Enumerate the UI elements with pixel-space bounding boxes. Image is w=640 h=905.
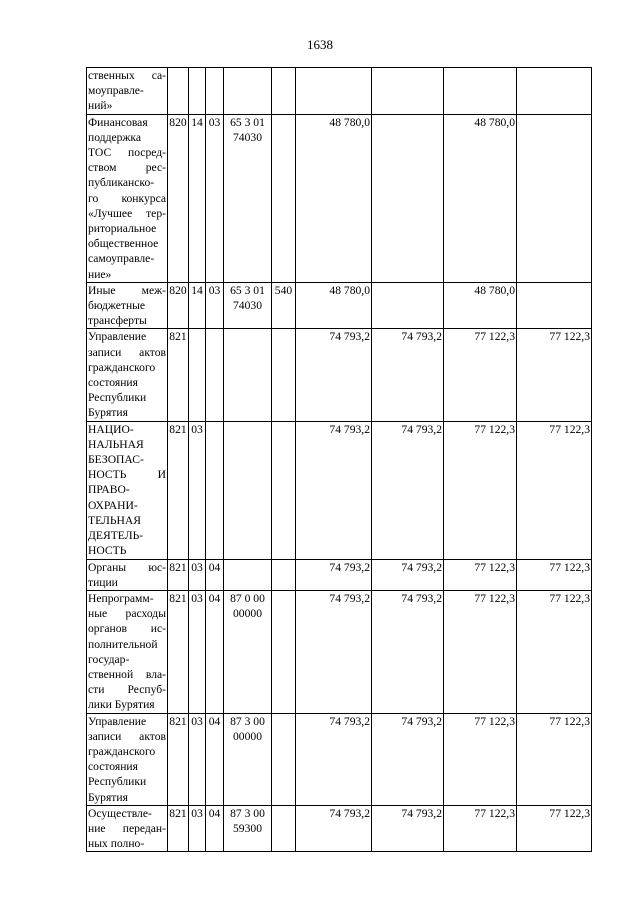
admin-code-cell: 820: [168, 114, 189, 282]
subsection-code-cell: [206, 421, 224, 559]
target-article-cell: [224, 68, 272, 115]
target-article-line: 00000: [233, 607, 262, 621]
row-name-line: сти Респуб-: [88, 683, 166, 697]
table-row: [87, 713, 592, 805]
row-name-line: НОСТЬ: [88, 544, 127, 558]
amount-cell-2: 74 793,2: [372, 421, 444, 559]
row-name-cell: [87, 421, 168, 559]
amount-cell-4: [517, 282, 592, 329]
row-name-line: Финансовая: [88, 115, 148, 129]
subsection-code-cell: 04: [206, 590, 224, 713]
amount-cell-2: 74 793,2: [372, 559, 444, 590]
amount-cell-4: 77 122,3: [517, 805, 592, 852]
subsection-code-cell: 04: [206, 713, 224, 805]
amount-cell-3: 77 122,3: [444, 805, 517, 852]
target-article-cell: [224, 421, 272, 559]
row-name-cell: [87, 590, 168, 713]
target-article-line: 00000: [233, 729, 262, 743]
row-name-line: ственных са-: [88, 69, 166, 82]
table-row: [87, 329, 592, 421]
row-name-line: трансферты: [88, 314, 147, 328]
amount-cell-4: [517, 114, 592, 282]
section-code-cell: 03: [189, 421, 206, 559]
row-name-line: ные расходы: [88, 607, 166, 621]
target-article-cell: [224, 805, 272, 852]
amount-cell-4: 77 122,3: [517, 329, 592, 421]
row-name-line: БЕЗОПАС-: [88, 453, 144, 467]
row-name-line: ТОС посред-: [88, 146, 166, 160]
admin-code-cell: 820: [168, 282, 189, 329]
amount-cell-1: 74 793,2: [296, 805, 372, 852]
admin-code-cell: [168, 68, 189, 115]
section-code-cell: 14: [189, 114, 206, 282]
row-name-cell: [87, 713, 168, 805]
expense-type-cell: [272, 805, 296, 852]
row-name-line: гражданского: [88, 360, 156, 374]
row-name-line: записи актов: [88, 729, 166, 743]
row-name-cell: [87, 329, 168, 421]
expense-type-cell: [272, 114, 296, 282]
subsection-code-cell: 03: [206, 282, 224, 329]
row-name-line: публиканско-: [88, 176, 155, 190]
amount-cell-4: 77 122,3: [517, 590, 592, 713]
target-article-line: 74030: [233, 130, 262, 144]
amount-cell-1: 74 793,2: [296, 329, 372, 421]
page-number: 1638: [307, 37, 333, 52]
amount-cell-2: [372, 68, 444, 115]
target-article-cell: [224, 590, 272, 713]
amount-cell-4: 77 122,3: [517, 713, 592, 805]
row-name-line: ТЕЛЬНАЯ: [88, 513, 142, 527]
target-article-cell: [224, 713, 272, 805]
amount-cell-2: [372, 114, 444, 282]
amount-cell-3: 77 122,3: [444, 559, 517, 590]
expense-type-cell: [272, 559, 296, 590]
amount-cell-1: 48 780,0: [296, 282, 372, 329]
row-name-line: ПРАВО-: [88, 483, 130, 497]
row-name-line: государ-: [88, 652, 130, 666]
row-name-line: Республики: [88, 775, 147, 789]
section-code-cell: [189, 329, 206, 421]
section-code-cell: 03: [189, 559, 206, 590]
row-name-line: ний»: [88, 99, 113, 113]
section-code-cell: 03: [189, 713, 206, 805]
admin-code-cell: 821: [168, 590, 189, 713]
amount-cell-4: [517, 68, 592, 115]
row-name-line: состояния: [88, 760, 138, 774]
amount-cell-2: [372, 282, 444, 329]
admin-code-cell: 821: [168, 329, 189, 421]
table-row: [87, 421, 592, 559]
expense-type-cell: [272, 329, 296, 421]
expense-type-cell: [272, 713, 296, 805]
subsection-code-cell: 04: [206, 805, 224, 852]
row-name-line: полнительной: [88, 637, 158, 651]
admin-code-cell: 821: [168, 805, 189, 852]
amount-cell-2: 74 793,2: [372, 329, 444, 421]
row-name-line: органов ис-: [88, 622, 166, 636]
budget-table: [86, 67, 592, 852]
row-name-line: ние передан-: [88, 821, 166, 835]
expense-type-cell: [272, 68, 296, 115]
subsection-code-cell: [206, 68, 224, 115]
row-name-line: поддержка: [88, 130, 142, 144]
row-name-line: го конкурса: [88, 191, 166, 205]
row-name-line: Органы юс-: [88, 560, 166, 574]
row-name-line: Непрограмм-: [88, 591, 154, 605]
row-name-cell: [87, 68, 168, 115]
row-name-line: моуправле-: [88, 84, 144, 98]
row-name-line: тиции: [88, 575, 118, 589]
amount-cell-1: 48 780,0: [296, 114, 372, 282]
target-article-cell: [224, 282, 272, 329]
target-article-line: 87 3 00: [230, 714, 265, 728]
amount-cell-1: 74 793,2: [296, 713, 372, 805]
amount-cell-2: 74 793,2: [372, 805, 444, 852]
amount-cell-3: 48 780,0: [444, 114, 517, 282]
row-name-line: НАЦИО-: [88, 422, 134, 436]
section-code-cell: 03: [189, 805, 206, 852]
amount-cell-3: 77 122,3: [444, 713, 517, 805]
amount-cell-1: 74 793,2: [296, 559, 372, 590]
row-name-line: НОСТЬ И: [88, 468, 166, 482]
amount-cell-3: 77 122,3: [444, 590, 517, 713]
row-name-line: Управление: [88, 330, 147, 344]
row-name-line: ДЕЯТЕЛЬ-: [88, 529, 144, 543]
target-article-line: 65 3 01: [230, 283, 265, 297]
amount-cell-1: 74 793,2: [296, 590, 372, 713]
expense-type-cell: 540: [272, 282, 296, 329]
amount-cell-1: [296, 68, 372, 115]
row-name-line: бюджетные: [88, 299, 146, 313]
target-article-line: 65 3 01: [230, 115, 265, 129]
target-article-line: 59300: [233, 821, 262, 835]
target-article-cell: [224, 559, 272, 590]
row-name-line: Управление: [88, 714, 147, 728]
row-name-line: гражданского: [88, 744, 156, 758]
target-article-line: 87 0 00: [230, 591, 265, 605]
expense-type-cell: [272, 421, 296, 559]
section-code-cell: 03: [189, 590, 206, 713]
row-name-line: Иные меж-: [88, 283, 166, 297]
table-row: [87, 114, 592, 282]
row-name-line: ОХРАНИ-: [88, 498, 138, 512]
amount-cell-4: 77 122,3: [517, 559, 592, 590]
row-name-line: записи актов: [88, 345, 166, 359]
amount-cell-2: 74 793,2: [372, 590, 444, 713]
row-name-line: состояния: [88, 376, 138, 390]
row-name-line: «Лучшее тер-: [88, 206, 166, 220]
row-name-line: ние»: [88, 267, 112, 281]
row-name-line: самоуправле-: [88, 252, 155, 266]
table-row: [87, 559, 592, 590]
table-body: [87, 68, 592, 852]
admin-code-cell: 821: [168, 713, 189, 805]
row-name-line: риториальное: [88, 222, 157, 236]
row-name-line: ством рес-: [88, 161, 166, 175]
section-code-cell: [189, 68, 206, 115]
amount-cell-4: 77 122,3: [517, 421, 592, 559]
subsection-code-cell: [206, 329, 224, 421]
amount-cell-3: 77 122,3: [444, 329, 517, 421]
row-name-cell: [87, 282, 168, 329]
row-name-line: Бурятия: [88, 790, 128, 804]
amount-cell-1: 74 793,2: [296, 421, 372, 559]
table-row: [87, 805, 592, 852]
target-article-cell: [224, 329, 272, 421]
row-name-line: Республики: [88, 391, 147, 405]
row-name-line: Бурятия: [88, 406, 128, 420]
amount-cell-3: 77 122,3: [444, 421, 517, 559]
amount-cell-3: [444, 68, 517, 115]
subsection-code-cell: 04: [206, 559, 224, 590]
admin-code-cell: 821: [168, 421, 189, 559]
expense-type-cell: [272, 590, 296, 713]
admin-code-cell: 821: [168, 559, 189, 590]
row-name-line: НАЛЬНАЯ: [88, 437, 144, 451]
row-name-line: Осуществле-: [88, 806, 152, 820]
table-row: [87, 282, 592, 329]
amount-cell-3: 48 780,0: [444, 282, 517, 329]
amount-cell-2: 74 793,2: [372, 713, 444, 805]
target-article-cell: [224, 114, 272, 282]
section-code-cell: 14: [189, 282, 206, 329]
table-row: [87, 68, 592, 115]
row-name-line: ных полно-: [88, 837, 145, 851]
row-name-cell: [87, 114, 168, 282]
target-article-line: 74030: [233, 299, 262, 313]
row-name-cell: [87, 559, 168, 590]
table-row: [87, 590, 592, 713]
row-name-line: общественное: [88, 237, 159, 251]
row-name-line: ственной вла-: [88, 667, 166, 681]
row-name-line: лики Бурятия: [88, 698, 155, 712]
subsection-code-cell: 03: [206, 114, 224, 282]
row-name-cell: [87, 805, 168, 852]
target-article-line: 87 3 00: [230, 806, 265, 820]
